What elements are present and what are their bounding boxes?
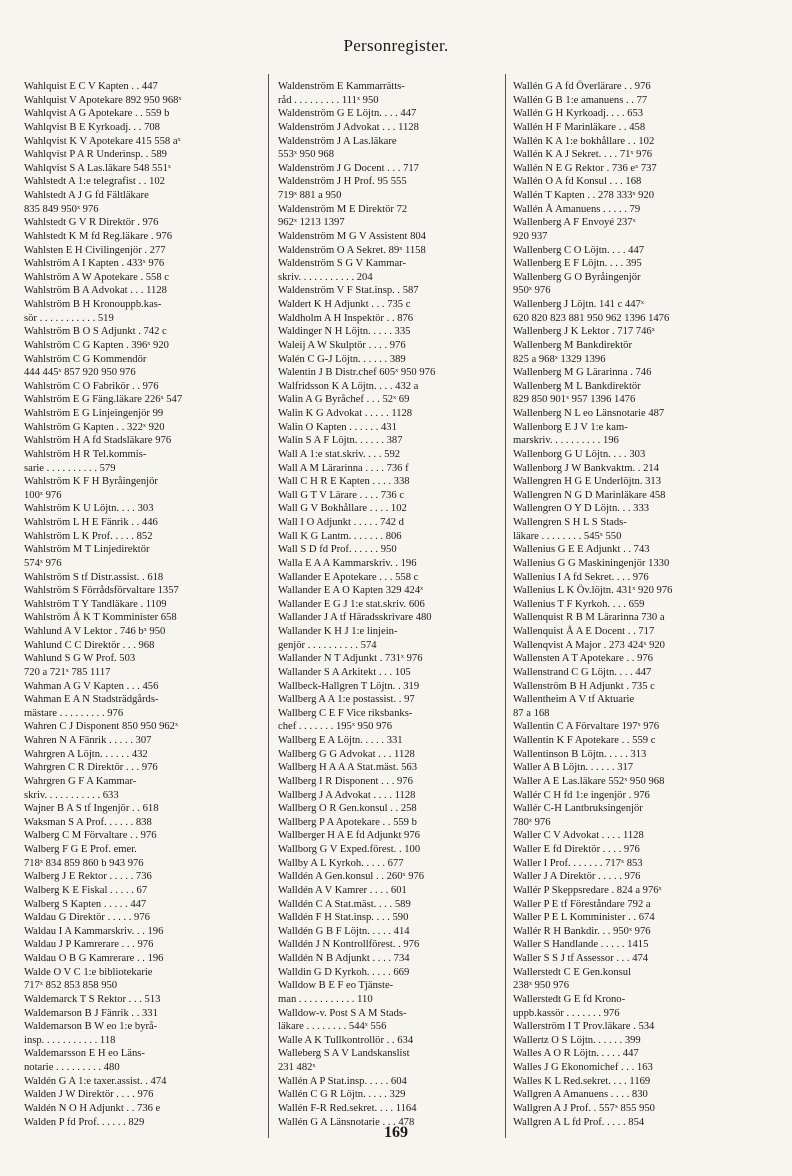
register-entry: Wall G T V Lärare . . . . 736 c <box>278 489 405 501</box>
register-entry: Wallberger H A E fd Adjunkt 976 <box>278 830 420 842</box>
register-entry: Wallenberg J Löjtn. 141 c 447ˣ <box>513 299 644 310</box>
register-entry: Waller P E tf Föreståndare 792 a <box>513 898 651 910</box>
register-entry: Waldenström J A Las.läkare <box>278 135 397 147</box>
register-entry: Waldau G Direktör . . . . . 976 <box>24 912 150 924</box>
register-entry: Walles K L Red.sekret. . . . 1169 <box>513 1075 651 1087</box>
register-entry: Wallén G A Länsnotarie . . . 478 <box>278 1116 415 1128</box>
register-entry: Wallenius L K Öv.löjtn. 431ˣ 920 976 <box>513 585 673 597</box>
register-entry: Wallborg G V Exped.förest. . 100 <box>278 844 421 855</box>
register-entry: Waller C V Advokat . . . . 1128 <box>513 830 644 842</box>
register-entry: Wallberg G G Advokat . . . 1128 <box>278 748 415 760</box>
register-entry: Waldenström J G Docent . . . 717 <box>278 162 419 174</box>
register-entry: Wahlström E G Fäng.läkare 226ˣ 547 <box>24 394 183 406</box>
register-entry: Wallenquist R B M Lärarinna 730 a <box>513 612 665 624</box>
register-entry: Walldén G B F Löjtn. . . . . 414 <box>278 925 410 937</box>
register-entry: Waldén G A 1:e taxer.assist. . 474 <box>24 1075 167 1087</box>
register-entry: Wahlström B A Advokat . . . 1128 <box>24 285 167 297</box>
register-entry: Wall K G Lantm. . . . . . . 806 <box>278 530 402 542</box>
register-entry: 835 849 950ˣ 976 <box>24 203 99 215</box>
register-entry: 720 a 721ˣ 785 1117 <box>24 666 111 678</box>
register-entry: skriv. . . . . . . . . . . 204 <box>278 271 373 283</box>
register-entry: Waldenström M G V Assistent 804 <box>278 230 426 242</box>
register-entry: Wallerstedt G E fd Krono- <box>513 993 626 1005</box>
register-entry: Wallberg E A Löjtn. . . . . 331 <box>278 735 403 746</box>
column-divider <box>268 74 269 1138</box>
register-entry: Wahlström M T Linjedirektör <box>24 544 150 556</box>
register-entry: Wahlquist V Apotekare 892 950 968ˣ <box>24 94 182 106</box>
register-entry: Walldén C A Stat.mäst. . . . 589 <box>278 898 411 910</box>
register-entry: Wahrgren G F A Kammar- <box>24 775 137 787</box>
register-entry: Waldenström M E Direktör 72 <box>278 203 408 215</box>
register-entry: Wahlund C C Direktör . . . 968 <box>24 639 155 651</box>
register-entry: Wall S D fd Prof. . . . . . 950 <box>278 544 397 556</box>
register-entry: 620 820 823 881 950 962 1396 1476 <box>513 312 670 324</box>
register-entry: 717ˣ 852 853 858 950 <box>24 980 118 992</box>
register-entry: Walentin J B Distr.chef 605ˣ 950 976 <box>278 367 436 379</box>
register-entry: Walden P fd Prof. . . . . . 829 <box>24 1116 145 1128</box>
register-entry: Wallbeck-Hallgren T Löjtn. . 319 <box>278 680 420 692</box>
register-entry: Wallenberg A F Envoyé 237ˣ <box>513 217 636 229</box>
register-entry: Wallberg J A Advokat . . . . 1128 <box>278 789 416 801</box>
register-entry: Wahrgren A Löjtn. . . . . . 432 <box>24 748 148 760</box>
register-entry: Waldinger N H Löjtn. . . . . 335 <box>278 326 411 338</box>
register-column-2 <box>278 80 514 1129</box>
register-entry: Waksman S A Prof. . . . . . 838 <box>24 816 152 828</box>
register-entry: Wahlström A W Apotekare . 558 c <box>24 271 169 283</box>
register-entry: sarie . . . . . . . . . . 579 <box>24 462 116 474</box>
register-entry: Walin O Kapten . . . . . . 431 <box>278 421 397 433</box>
register-entry: man . . . . . . . . . . . 110 <box>278 993 373 1005</box>
register-entry: Waldemarck T S Rektor . . . 513 <box>24 993 161 1005</box>
page-number: 169 <box>384 1124 408 1141</box>
register-entry: Wahlström T Y Tandläkare . 1109 <box>24 598 167 610</box>
register-entry: Walleberg S A V Landskanslist <box>278 1048 410 1060</box>
register-entry: Waller A E Las.läkare 552ˣ 950 968 <box>513 775 665 787</box>
register-entry: Waller A B Löjtn. . . . . . 317 <box>513 762 634 774</box>
register-entry: Wallén O A fd Konsul . . . 168 <box>513 176 642 188</box>
register-entry: Wallentinson B Löjtn. . . . . 313 <box>513 748 647 760</box>
register-entry: Wallenberg E F Löjtn. . . . 395 <box>513 258 642 270</box>
register-entry: Walberg J E Rektor . . . . . 736 <box>24 871 152 883</box>
register-entry: Wahman E A N Stadsträdgårds- <box>24 694 159 706</box>
register-entry: Wallenius I A fd Sekret. . . . 976 <box>513 571 649 583</box>
register-entry: Walldén J N Kontrollförest. . 976 <box>278 939 420 951</box>
register-entry: Wahlund A V Lektor . 746 bˣ 950 <box>24 626 166 637</box>
register-column-3 <box>513 80 749 1129</box>
register-entry: Waller E fd Direktör . . . . 976 <box>513 844 640 855</box>
register-entry: Wahlqvist A G Apotekare . . 559 b <box>24 108 170 120</box>
register-entry: Wahlsten E H Civilingenjör . 277 <box>24 244 166 256</box>
register-entry: Wallberg C E F Vice riksbanks- <box>278 707 413 719</box>
register-entry: Wallberg H A A A Stat.mäst. 563 <box>278 762 418 774</box>
register-entry: Wallenqvist A Major . 273 424ˣ 920 <box>513 639 665 651</box>
register-entry: Walles J G Ekonomichef . . . 163 <box>513 1062 653 1073</box>
register-entry: Wallén C G R Löjtn. . . . . 329 <box>278 1089 406 1101</box>
register-entry: 231 482ˣ <box>278 1062 316 1073</box>
register-entry: Wallén Å Amanuens . . . . . 79 <box>513 203 641 215</box>
register-entry: råd . . . . . . . . . 111ˣ 950 <box>278 94 379 106</box>
register-entry: Wahlstedt K M fd Reg.läkare . 976 <box>24 230 173 242</box>
register-entry: Wallén T Kapten . . 278 333ˣ 920 <box>513 190 654 201</box>
register-entry: Walberg K E Fiskal . . . . . 67 <box>24 884 148 896</box>
register-entry: Wall I O Adjunkt . . . . . 742 d <box>278 517 404 528</box>
register-entry: 962ˣ 1213 1397 <box>278 217 345 229</box>
register-entry: Wallenius G G Maskiningenjör 1330 <box>513 557 670 569</box>
register-entry: Waldau O B G Kamrerare . . 196 <box>24 953 164 964</box>
register-entry: Walldow-v. Post S A M Stads- <box>278 1007 407 1019</box>
register-entry: Wahren N A Fänrik . . . . . 307 <box>24 735 152 746</box>
register-entry: Walla E A A Kammarskriv. . 196 <box>278 557 417 569</box>
register-entry: insp. . . . . . . . . . . 118 <box>24 1034 116 1046</box>
register-entry: 553ˣ 950 968 <box>278 149 335 161</box>
register-entry: Wahlström L K Prof. . . . . 852 <box>24 530 153 542</box>
register-entry: Wallenborg G U Löjtn. . . . 303 <box>513 448 646 460</box>
page-title: Personregister. <box>343 36 449 55</box>
register-entry: Wahlqvist K V Apotekare 415 558 aˣ <box>24 135 181 147</box>
register-entry: Walberg S Kapten . . . . . 447 <box>24 898 147 910</box>
register-entry: Wallenberg M Bankdirektör <box>513 339 632 351</box>
register-entry: Wallenstrand C G Löjtn. . . . 447 <box>513 666 652 678</box>
register-entry: Wahlström S tf Distr.assist. . 618 <box>24 571 164 583</box>
register-entry: 829 850 901ˣ 957 1396 1476 <box>513 394 636 406</box>
register-entry: Wallgren A L fd Prof. . . . . 854 <box>513 1116 645 1128</box>
register-entry: Wahlquist E C V Kapten . . 447 <box>24 81 158 92</box>
register-entry: sör . . . . . . . . . . . 519 <box>24 312 114 324</box>
register-entry: Walin A G Byråchef . . . 52ˣ 69 <box>278 394 410 406</box>
register-entry: marskriv. . . . . . . . . . 196 <box>513 435 619 447</box>
register-entry: Wallenberg G O Byråingenjör <box>513 271 641 283</box>
register-entry: Wahlström H R Tel.kommis- <box>24 448 147 460</box>
register-entry: Waller J A Direktör . . . . . 976 <box>513 871 641 883</box>
register-entry: Wallenberg C O Löjtn. . . . 447 <box>513 244 645 256</box>
register-entry: 238ˣ 950 976 <box>513 980 570 992</box>
register-entry: Wallenberg N L eo Länsnotarie 487 <box>513 408 665 419</box>
register-entry: Wahlund S G W Prof. 503 <box>24 653 136 665</box>
register-entry: Wahlstedt G V R Direktör . 976 <box>24 217 159 229</box>
register-entry: 950ˣ 976 <box>513 285 551 297</box>
register-entry: Waller S S J tf Assessor . . . 474 <box>513 953 649 964</box>
register-entry: Wallerström I T Prov.läkare . 534 <box>513 1021 655 1033</box>
register-entry: Waldemarson B W eo 1:e byrå- <box>24 1021 158 1033</box>
register-entry: Wahman A G V Kapten . . . 456 <box>24 680 159 692</box>
register-entry: genjör . . . . . . . . . . 574 <box>278 639 377 651</box>
register-entry: Wallenius G E E Adjunkt . . 743 <box>513 544 650 556</box>
register-entry: Wajner B A S tf Ingenjör . . 618 <box>24 803 159 815</box>
register-entry: Waldenström G E Löjtn. . . . 447 <box>278 108 417 120</box>
register-entry: 780ˣ 976 <box>513 816 551 828</box>
register-entry: Wallerstedt C E Gen.konsul <box>513 966 632 978</box>
register-entry: Wallander E G J 1:e stat.skriv. 606 <box>278 598 425 610</box>
register-entry: Wallenberg M L Bankdirektör <box>513 380 641 392</box>
register-entry: 718ˣ 834 859 860 b 943 976 <box>24 857 144 869</box>
register-entry: Wallén A P Stat.insp. . . . . 604 <box>278 1075 407 1087</box>
register-entry: Wall A 1:e stat.skriv. . . . 592 <box>278 448 401 460</box>
register-column-1 <box>24 80 260 1129</box>
register-entry: Waldenström O A Sekret. 89ˣ 1158 <box>278 244 426 256</box>
register-entry: mästare . . . . . . . . . 976 <box>24 707 124 719</box>
register-entry: Wall A M Lärarinna . . . . 736 f <box>278 462 409 474</box>
register-entry: Wallgren A Amanuens . . . . 830 <box>513 1089 648 1101</box>
register-entry: Waldenström S G V Kammar- <box>278 258 407 270</box>
register-entry: Waldenström E Kammarrätts- <box>278 81 405 92</box>
register-entry: Waller S Handlande . . . . . 1415 <box>513 939 649 951</box>
register-entry: Walle A K Tullkontrollör . . 634 <box>278 1034 414 1046</box>
register-entry: Wahlström B O S Adjunkt . 742 c <box>24 326 167 338</box>
register-entry: Wallander E A O Kapten 329 424ˣ <box>278 585 424 597</box>
register-entry: Wallengren S H L S Stads- <box>513 517 627 528</box>
register-entry: Walldén N B Adjunkt . . . . 734 <box>278 953 410 964</box>
register-entry: Wall G V Bokhållare . . . . 102 <box>278 503 407 515</box>
register-entry: Wallén K A J Sekret. . . . 71ˣ 976 <box>513 149 653 161</box>
register-entry: Wallengren H G E Underlöjtn. 313 <box>513 476 662 488</box>
register-entry: Wallby A L Kyrkoh. . . . . 677 <box>278 857 404 869</box>
register-entry: Walberg F G E Prof. emer. <box>24 844 137 855</box>
register-entry: Wahlström Å K T Komminister 658 <box>24 612 177 624</box>
register-entry: Walldin G D Kyrkoh. . . . . 669 <box>278 966 410 978</box>
register-entry: Walldén A Gen.konsul . . 260ˣ 976 <box>278 871 425 883</box>
register-entry: Wahlström C G Kapten . 396ˣ 920 <box>24 339 169 351</box>
register-entry: Wallentin C A Förvaltare 197ˣ 976 <box>513 721 660 733</box>
register-entry: Wahlström K F H Byråingenjör <box>24 476 158 488</box>
register-entry: Walin K G Advokat . . . . . 1128 <box>278 408 413 419</box>
register-entry: Walles A O R Löjtn. . . . . 447 <box>513 1048 639 1060</box>
register-entry: Wallenquist Å A E Docent . . 717 <box>513 626 655 637</box>
register-entry: Wallén F-R Red.sekret. . . . 1164 <box>278 1102 417 1114</box>
register-entry: 100ˣ 976 <box>24 489 62 501</box>
register-entry: Walin S A F Löjtn. . . . . . 387 <box>278 435 403 447</box>
register-entry: Wallander K H J 1:e linjein- <box>278 626 398 637</box>
register-entry: 825 a 968ˣ 1329 1396 <box>513 353 606 365</box>
register-entry: Wahlqvist S A Las.läkare 548 551ˣ <box>24 162 171 174</box>
register-entry: Wallenström B H Adjunkt . 735 c <box>513 680 655 692</box>
register-entry: Waldau J P Kamrerare . . . 976 <box>24 939 154 951</box>
register-entry: Wahlström S Förrådsförvaltare 1357 <box>24 585 179 597</box>
register-entry: Wallén G B 1:e amanuens . . 77 <box>513 94 648 106</box>
register-entry: Wallér R H Bankdir. . . 950ˣ 976 <box>513 925 651 937</box>
register-entry: Wallenius T F Kyrkoh. . . . 659 <box>513 598 645 610</box>
register-entry: Wahlström C O Fabrikör . . 976 <box>24 380 159 392</box>
register-entry: Wallertz O S Löjtn. . . . . . 399 <box>513 1034 641 1046</box>
register-entry: Wallenborg E J V 1:e kam- <box>513 421 628 433</box>
register-entry: Wallensten A T Apotekare . . 976 <box>513 653 653 665</box>
register-entry: Wallengren O Y D Löjtn. . . 333 <box>513 503 650 515</box>
register-entry: Wallenborg J W Bankvaktm. . 214 <box>513 462 659 474</box>
register-entry: 444 445ˣ 857 920 950 976 <box>24 367 136 379</box>
register-entry: Wahlström B H Kronouppb.kas- <box>24 299 162 310</box>
register-entry: Wallén N E G Rektor . 736 eˣ 737 <box>513 162 657 174</box>
register-entry: Wallentheim A V tf Aktuarie <box>513 694 635 706</box>
register-entry: Wallberg P A Apotekare . . 559 b <box>278 816 417 828</box>
register-entry: chef . . . . . . . 195ˣ 950 976 <box>278 721 392 733</box>
register-entry: Walldén A V Kamrer . . . . 601 <box>278 884 407 896</box>
register-entry: Wallén G H Kyrkoadj. . . . 653 <box>513 108 644 120</box>
register-entry: Waldert K H Adjunkt . . . 735 c <box>278 299 411 310</box>
register-entry: Wahlqvist B E Kyrkoadj. . . 708 <box>24 121 160 133</box>
register-entry: Wallén H F Marinläkare . . 458 <box>513 121 646 133</box>
register-entry: Waldemarsson E H eo Läns- <box>24 1048 145 1060</box>
register-entry: läkare . . . . . . . . 545ˣ 550 <box>513 530 622 542</box>
register-entry: Waller P E L Komminister . . 674 <box>513 912 655 924</box>
register-entry: Wahlstedt A 1:e telegrafist . . 102 <box>24 176 165 188</box>
register-entry: Wahlstedt A J G fd Fältläkare <box>24 190 149 201</box>
register-entry: notarie . . . . . . . . . 480 <box>24 1062 120 1073</box>
register-entry: 920 937 <box>513 230 548 242</box>
register-entry: Waldholm A H Inspektör . . 876 <box>278 312 414 324</box>
register-entry: Wallberg I R Disponent . . . 976 <box>278 775 413 787</box>
register-entry: Wahren C J Disponent 850 950 962ˣ <box>24 721 179 733</box>
register-entry: skriv. . . . . . . . . . . 633 <box>24 789 119 801</box>
register-entry: Waleij A W Skulptör . . . . 976 <box>278 339 406 351</box>
register-entry: Wallander J A tf Häradsskrivare 480 <box>278 612 432 624</box>
register-entry: Wallér C H fd 1:e ingenjör . 976 <box>513 789 650 801</box>
register-entry: Wahlström G Kapten . . 322ˣ 920 <box>24 421 165 433</box>
register-entry: Wahlström A I Kapten . 433ˣ 976 <box>24 258 165 270</box>
register-entry: Waldau I A Kammarskriv. . . 196 <box>24 925 164 937</box>
register-entry: Wallén G A fd Överlärare . . 976 <box>513 81 651 92</box>
register-entry: Walde O V C 1:e bibliotekarie <box>24 966 153 978</box>
register-entry: uppb.kassör . . . . . . . 976 <box>513 1007 620 1019</box>
register-entry: Wahrgren C R Direktör . . . 976 <box>24 762 158 774</box>
register-entry: Walldow B E F eo Tjänste- <box>278 980 394 992</box>
register-entry: Wall C H R E Kapten . . . . 338 <box>278 476 410 488</box>
register-entry: Walldén F H Stat.insp. . . . 590 <box>278 912 409 924</box>
register-entry: Wallér P Skeppsredare . 824 a 976ˣ <box>513 884 662 896</box>
register-entry: Wahlström H A fd Stadsläkare 976 <box>24 435 172 447</box>
register-entry: Wahlström C G Kommendör <box>24 353 147 365</box>
register-entry: Wallander N T Adjunkt . 731ˣ 976 <box>278 653 423 665</box>
register-entry: Waldén N O H Adjunkt . . 736 e <box>24 1102 161 1114</box>
register-entry: 574ˣ 976 <box>24 557 62 569</box>
register-entry: Wallén K A 1:e bokhållare . . 102 <box>513 135 655 147</box>
register-entry: Wallgren A J Prof. . 557ˣ 855 950 <box>513 1102 655 1114</box>
register-entry: Wallenberg M G Lärarinna . 746 <box>513 367 652 379</box>
register-entry: Wallander S A Arkitekt . . . 105 <box>278 666 411 678</box>
register-entry: Wallberg A A 1:e postassist. . 97 <box>278 694 415 706</box>
register-entry: 719ˣ 881 a 950 <box>278 190 342 201</box>
register-entry: Wahlqvist P A R Underinsp. . 589 <box>24 149 167 161</box>
register-entry: Walden J W Direktör . . . . 976 <box>24 1089 154 1101</box>
register-entry: Waldenström J Advokat . . . 1128 <box>278 121 419 133</box>
register-entry: Wallentin K F Apotekare . . 559 c <box>513 735 656 746</box>
register-entry: Waller I Prof. . . . . . . 717ˣ 853 <box>513 857 643 869</box>
register-entry: Wallander E Apotekare . . . 558 c <box>278 571 419 583</box>
register-entry: Wallér C-H Lantbruksingenjör <box>513 803 643 815</box>
register-entry: Wahlström L H E Fänrik . . 446 <box>24 517 158 528</box>
register-entry: 87 a 168 <box>513 707 550 719</box>
register-entry: Walberg C M Förvaltare . . 976 <box>24 830 157 842</box>
register-entry: Wahlström E G Linjeingenjör 99 <box>24 408 164 419</box>
register-entry: Walén C G-J Löjtn. . . . . . 389 <box>278 353 406 365</box>
register-entry: Waldenström V F Stat.insp. . 587 <box>278 285 419 297</box>
register-entry: läkare . . . . . . . . 544ˣ 556 <box>278 1021 387 1033</box>
register-entry: Wallberg O R Gen.konsul . . 258 <box>278 803 417 815</box>
register-entry: Wallenberg J K Lektor . 717 746ˣ <box>513 326 655 338</box>
register-entry: Walfridsson K A Löjtn. . . . 432 a <box>278 380 419 392</box>
register-entry: Wahlström K U Löjtn. . . . 303 <box>24 503 154 515</box>
register-entry: Waldenström J H Prof. 95 555 <box>278 176 407 188</box>
register-entry: Waldemarson B J Fänrik . . 331 <box>24 1007 158 1019</box>
register-entry: Wallengren N G D Marinläkare 458 <box>513 489 666 501</box>
